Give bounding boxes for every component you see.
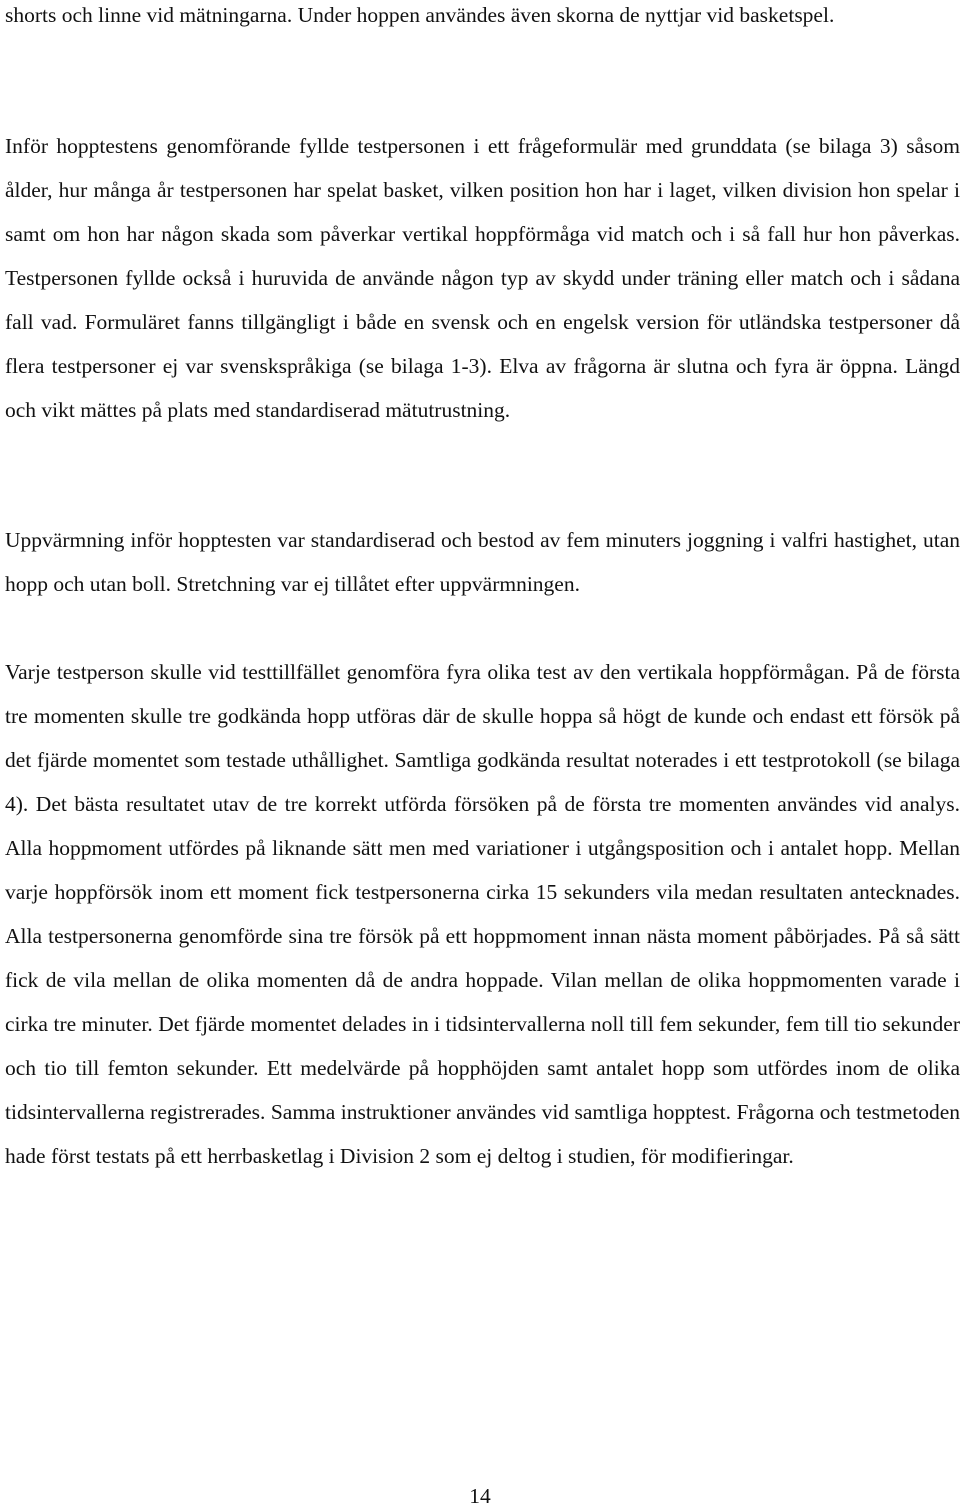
paragraph-continued-clothing: shorts och linne vid mätningarna. Under hoppen användes även skorna de nyttjar vid basketspel. bbox=[5, 3, 835, 27]
page-number: 14 bbox=[469, 1484, 491, 1508]
paragraph-questionnaire: Inför hopptestens genomförande fyllde testpersonen i ett frågeformulär med grunddata (se bilaga 3) såsom ålder, hur många år testpersonen har spelat basket, vilken position hon har i laget, vilken division hon spelar i samt om hon har någon skada som påverkar vertikal hoppförmåga vid match och i så fall hur hon påverkas. Testpersonen fyllde också i huruvida de använde någon typ av skydd under träning eller match och i sådana fall vad. Formuläret fanns tillgängligt i både en svensk och en engelsk version för utländska testpersoner då flera testpersoner ej var svenskspråkiga (se bilaga 1-3). Elva av frågorna är slutna och fyra är öppna. Längd och vikt mättes på plats med standardiserad mätutrustning. bbox=[5, 134, 960, 422]
paragraph-warmup: Uppvärmning inför hopptesten var standardiserad och bestod av fem minuters joggning i valfri hastighet, utan hopp och utan boll. Stretchning var ej tillåtet efter uppvärmningen. bbox=[5, 528, 960, 596]
paragraph-test-procedure: Varje testperson skulle vid testtillfället genomföra fyra olika test av den vertikala hoppförmågan. På de första tre momenten skulle tre godkända hopp utföras där de skulle hoppa så högt de kunde och endast ett försök på det fjärde momentet som testade uthållighet. Samtliga godkända resultat noterades i ett testprotokoll (se bilaga 4). Det bästa resultatet utav de tre korrekt utförda försöken på de första tre momenten användes vid analys. Alla hoppmoment utfördes på liknande sätt men med variationer i utgångsposition och i antalet hopp. Mellan varje hoppförsök inom ett moment fick testpersonerna cirka 15 sekunders vila medan resultaten antecknades. Alla testpersonerna genomförde sina tre försök på ett hoppmoment innan nästa moment påbörjades. På så sätt fick de vila mellan de olika momenten då de andra hoppade. Vilan mellan de olika hoppmomenten varade i cirka tre minuter. Det fjärde momentet delades in i tidsintervallerna noll till fem sekunder, fem till tio sekunder och tio till femton sekunder. Ett medelvärde på hopphöjden samt antalet hopp som utfördes inom de olika tidsintervallerna registrerades. Samma instruktioner användes vid samtliga hopptest. Frågorna och testmetoden hade först testats på ett herrbasketlag i Division 2 som ej deltog i studien, för modifieringar. bbox=[5, 660, 960, 1168]
